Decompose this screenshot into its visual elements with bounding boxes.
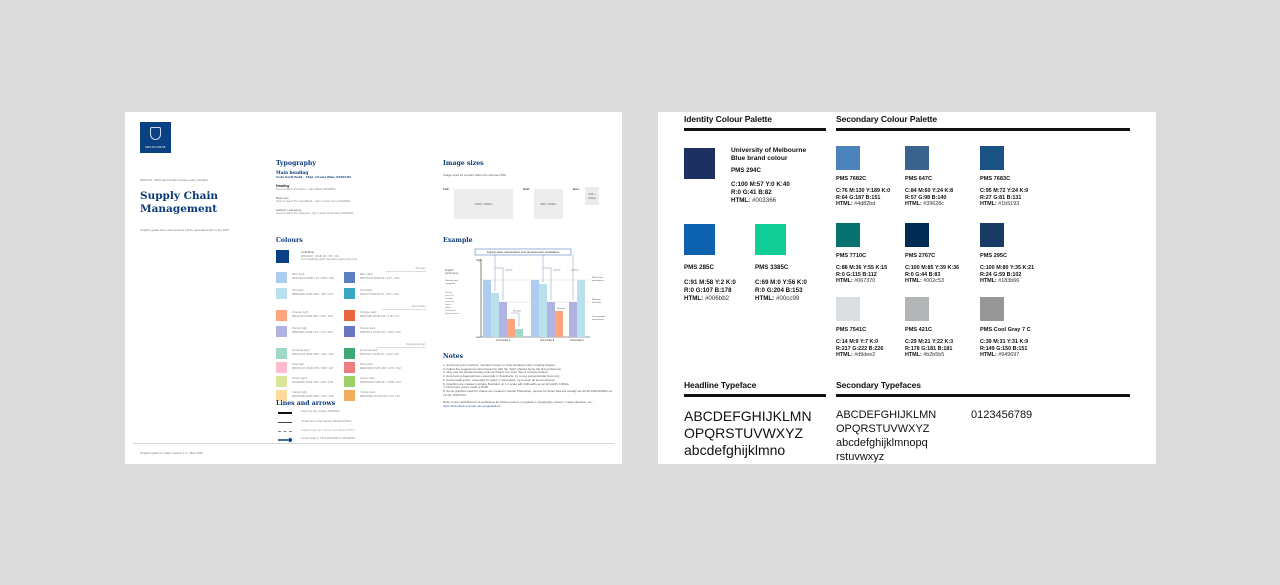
group-label-supplementary: Supplementary bbox=[376, 342, 426, 348]
colour-chip: Teal light #B9E1ED RGB 185 / 225 / 237 bbox=[276, 288, 336, 300]
brand-colour-typeface-page: Identity Colour Palette University of Melbourne Blue brand colour PMS 294C C:100 M:57 Y:0 K:40 R:0 G:41 B:82 HTML: #003366 PMS 285C C:91 M:58 Y:2 K:0 R:0 G:107 B:178 HTML: #006bb2 PMS 3385C C:69 M:0 Y:56 K:0 R:0 G:204 B:153 HTML: #00cc99 Secondary Colour Palette Headline Typeface ABCDEFGHIJKLMN OPQRSTUVWXYZ abcdefghijklmno Secondary Typefaces ABCDEFGHIJKLMN OPQRSTUVWXYZ abcdefghijklmnopq rstuvwxyz 0123456789 PMS 7682C C:76 M:130 Y:189 K:0 R:64 G:187 B:151 HTML: #4d82bd PMS 647C C:84 M:60 Y:24 K:8 R:57 G:98 B:140 HTML: #39628c PMS 7683C C:95 M:72 Y:24 K:9 R:27 G:81 B:131 HTML: #1b5193 PMS 7710C C:88 M:36 Y:55 K:15 R:0 G:115 B:112 HTML: #067370 PMS 2767C C:100 M:85 Y:39 K:36 R:0 G:44 B:83 HTML: #002c53 PMS 295C C:100 M:80 Y:35 K:21 R:24 G:59 B:102 HTML: #183b66 PMS 7541C C:14 M:9 Y:7 K:0 R:217 G:222 B:226 HTML: #d9dee2 PMS 421C C:29 M:21 Y:22 K:3 R:178 G:181 B:181 HTML: #b2b5b5 PMS Cool Gray 7 C C:39 M:31 Y:31 K:9 R:149 G:150 B:151 HTML: #949697 bbox=[658, 112, 1156, 464]
brand-colour-name: University of Melbourne Blue brand colour bbox=[731, 147, 807, 162]
arrow-right-icon bbox=[278, 437, 292, 443]
secondary-swatch bbox=[905, 297, 929, 321]
svg-text:Safety: Safety bbox=[445, 307, 451, 309]
lines-heading: Lines and arrows bbox=[276, 400, 336, 407]
notes-reference: Refer to the UoM Brand hub guidelines for further queries in regards to typography, colours, image selection, etc.: https://brandhub.unimelb.edu.au/guidelines bbox=[443, 400, 594, 409]
secondary-spec: C:84 M:60 Y:24 K:8 R:57 G:98 B:140 HTML: #39628c bbox=[905, 188, 954, 208]
group-label-secondary: Secondary bbox=[382, 304, 426, 310]
svg-text:Cycle time: Cycle time bbox=[445, 301, 455, 303]
secondary-swatch bbox=[836, 223, 860, 247]
secondary-spec: C:95 M:72 Y:24 K:9 R:27 G:81 B:131 HTML: #1b5193 bbox=[980, 188, 1029, 208]
footer-divider bbox=[133, 443, 614, 444]
svg-text:Commodity C: Commodity C bbox=[569, 339, 585, 342]
secondary-typeface-sample: ABCDEFGHIJKLMN OPQRSTUVWXYZ abcdefghijklmnopq rstuvwxyz bbox=[836, 409, 937, 463]
brand-blue-swatch bbox=[684, 148, 715, 179]
line-icon bbox=[278, 422, 292, 423]
svg-text:Supply base optimisation and d: Supply base optimisation and development candidates bbox=[486, 250, 560, 255]
typography-heading: Typography bbox=[276, 160, 316, 167]
note-item: 3. Only use the supplementary colours if there are more than 4 colours needed bbox=[443, 370, 548, 375]
note-item: 1. Avoid using any borders, rounded corners or drop shadows when creating shapes bbox=[443, 363, 555, 367]
secondary-swatch bbox=[980, 223, 1004, 247]
pms-285c-swatch bbox=[684, 224, 715, 255]
svg-text:World class: World class bbox=[592, 277, 604, 279]
pms-285c-spec: C:91 M:58 Y:2 K:0 R:0 G:107 B:178 HTML: #006bb2 bbox=[684, 279, 736, 302]
secondary-typefaces-rule bbox=[836, 394, 1130, 397]
type-spec-heading: Heading Source Sans Pro Bold - 12px Black #000000 bbox=[276, 184, 336, 191]
colour-chip: Blue dark #5D7FC0 RGB 93 / 127 / 192 bbox=[344, 272, 404, 284]
note-item: 5. Avoid rotating text, especially for graph Y axis labels, try to keep all text horizontal bbox=[443, 377, 555, 382]
colour-chip: Green light #DAE599 RGB 218 / 229 / 153 bbox=[276, 376, 336, 388]
thick-line-icon bbox=[278, 412, 292, 414]
secondary-swatch bbox=[905, 146, 929, 170]
svg-text:threshold: threshold bbox=[592, 302, 601, 304]
secondary-spec: C:100 M:80 Y:35 K:21 R:24 G:59 B:102 HTML: #183b66 bbox=[980, 265, 1035, 285]
typography-section bbox=[276, 170, 426, 221]
university-crest-icon bbox=[150, 127, 161, 140]
svg-text:Service: Service bbox=[445, 304, 452, 306]
pms-3385c-swatch bbox=[755, 224, 786, 255]
secondary-spec: C:76 M:130 Y:189 K:0 R:64 G:187 B:151 HTML: #4d82bd bbox=[836, 188, 891, 208]
logo-wordmark: MELBOURNE bbox=[145, 145, 166, 149]
identity-rule bbox=[684, 128, 826, 131]
colour-chip: Emerald light #9FDAC6 RGB 159 / 218 / 198 bbox=[276, 348, 336, 360]
svg-text:Develop: Develop bbox=[571, 269, 579, 272]
svg-text:Develop: Develop bbox=[553, 269, 561, 272]
svg-text:performance: performance bbox=[592, 319, 605, 321]
svg-text:performance: performance bbox=[445, 272, 459, 275]
headline-typeface-heading: Headline Typeface bbox=[684, 380, 757, 390]
secondary-pms: PMS Cool Gray 7 C bbox=[980, 327, 1031, 333]
notes-section bbox=[443, 364, 613, 409]
secondary-swatch bbox=[836, 146, 860, 170]
lms-graphic-guide-page: MELBOURNE MSPN10 • FRO partnership courses video headline Supply Chain Management Graphic guide with a few accents will be generated with in the LMS Graphic guide for LMS | version 1.1 · May 2022 Typography Main heading Noto Serif Bold - 18px (1rem) Blue #094183 Heading Source Sans Pro Bold - 12px Black #000000 Body text Source Sans Pro SemiBold - 10px (1em) Grey #404040 Subtext / reference Source Sans Pro Regular - 8px (1em) Dark Grey #404040 Colours UoM Blue #094183 RGB 18 / 65 / 131 For headings and important elements only Primary Blue light #ADCDF0 RGB 173 / 205 / 240 Blue dark #5D7FC0 RGB 93 / 127 / 192 Teal light #B9E1ED RGB 185 / 225 / 237 Teal dark #39A7C0 RGB 57 / 167 / 192 Secondary Orange light #FFA47D RGB 255 / 164 / 125 Orange dark #E7643E RGB 231 / 100 / 62 Purple light #B0B3E1 RGB 176 / 179 / 225 Purple dark #6B76C1 RGB 107 / 118 / 193 Supplementary Emerald light #9FDAC6 RGB 159 / 218 / 198 Emerald dark #3DA977 RGB 61 / 169 / 119 Pink light #FFBCCF RGB 255 / 188 / 207 Pink dark #EE7E84 RGB 238 / 126 / 132 Green light #DAE599 RGB 218 / 229 / 153 Green dark #9DD066 RGB 157 / 208 / 102 Yellow light #FFDA9E RGB 255 / 218 / 158 Yellow dark #EFAD5D RGB 239 / 173 / 93 Lines and arrows Axis line 2px stroke #000000 Graph line 1.5px stroke #4d4d4d 50% Dashed line 1px stroke 1px dash #7f7f7f Arrow head V 75% #094183 or #0a4d93 Image sizes Image sizes for content within the Canvas LMS: Full: 1093 x 556px Half: 550 x 556px Box: 226 x 226px Example Supply base optimisation and development candidates High Low Supplier performance Potential perf. categories Delivery Price cost Flexibility Cycle time Service Safety Environment Responsiveness Develop Develop Develop Eliminate Eliminate World class performance Minimum threshold Unacceptable performance Commodity A Commodity B Commodity C Notes 1. Avoid using any borders, rounded corners or drop shadows when creating shapes 2. Follow the suggested colour hierarchy with the "light" shades being the first preference 3. Only use the supplementary colours if there are more than 4 colours needed 4. Avoid using diagonal lines, especially in flowcharts, try to use perpendicular lines only 5. Avoid rotating text, especially for graph Y axis labels, try to keep all text horizontal 6. Graphics are created in Adobe Illustrator, at 1:1 scale with Artboards set at full width: 1093px 7. Document colour mode is RGB 8. Some graphics used for videos are created in Adobe Photoshop, canvas for those files are usually set at HD 1920x1080px at 72 dpi, RGB 8 bit. Refer to the UoM Brand hub guidelines for further queries in regards to typography, colours, image selection, etc.: https://brandhub.unimelb.edu.au/guidelines bbox=[125, 112, 622, 464]
colours-heading: Colours bbox=[276, 237, 303, 244]
secondary-pms: PMS 7541C bbox=[836, 327, 867, 333]
colour-chip: Yellow dark #EFAD5D RGB 239 / 173 / 93 bbox=[344, 390, 404, 402]
uom-blue-swatch: UoM Blue #094183 RGB 18 / 65 / 131 For headings and important elements only bbox=[276, 250, 426, 264]
secondary-pms: PMS 7683C bbox=[980, 176, 1011, 182]
group-label-primary: Primary bbox=[386, 266, 426, 272]
dashed-line-icon bbox=[278, 431, 292, 432]
svg-text:Commodity B: Commodity B bbox=[539, 339, 555, 342]
colour-chip: Emerald dark #3DA977 RGB 61 / 169 / 119 bbox=[344, 348, 404, 360]
svg-text:performance: performance bbox=[592, 280, 605, 282]
svg-text:High: High bbox=[476, 259, 482, 262]
secondary-pms: PMS 2767C bbox=[905, 253, 936, 259]
notes-list bbox=[443, 364, 613, 397]
headline-rule bbox=[684, 394, 826, 397]
secondary-rule bbox=[836, 128, 1130, 131]
svg-text:Eliminate: Eliminate bbox=[513, 310, 522, 313]
image-sizes-intro: Image sizes for content within the Canvas LMS: bbox=[443, 173, 507, 177]
secondary-pms: PMS 421C bbox=[905, 327, 933, 333]
type-spec-main-heading: Main heading Noto Serif Bold - 18px (1rem) Blue #094183 bbox=[276, 170, 351, 179]
notes-heading: Notes bbox=[443, 353, 464, 360]
secondary-spec: C:88 M:36 Y:55 K:15 R:0 G:115 B:112 HTML: #067370 bbox=[836, 265, 888, 285]
svg-text:Environment: Environment bbox=[445, 310, 457, 312]
secondary-pms: PMS 647C bbox=[905, 176, 933, 182]
svg-text:Potential perf.: Potential perf. bbox=[445, 280, 459, 282]
line-style-arrow: Arrow head V 75% #094183 or #0a4d93 bbox=[276, 437, 416, 443]
eyebrow-text: MSPN10 • FRO partnership courses video headline bbox=[140, 178, 209, 182]
secondary-pms: PMS 7710C bbox=[836, 253, 867, 259]
image-size-full: 1093 x 556px bbox=[454, 189, 513, 219]
svg-text:Unacceptable: Unacceptable bbox=[592, 316, 606, 318]
digits-sample: 0123456789 bbox=[971, 409, 1033, 421]
secondary-swatch bbox=[980, 146, 1004, 170]
secondary-swatch bbox=[980, 297, 1004, 321]
university-logo bbox=[140, 122, 171, 153]
svg-text:Price cost: Price cost bbox=[445, 295, 454, 297]
svg-text:Delivery: Delivery bbox=[445, 292, 453, 294]
image-size-box: 226 x 226px bbox=[585, 187, 599, 205]
example-chart bbox=[443, 247, 613, 352]
bar-chart bbox=[443, 247, 613, 347]
brand-hub-link[interactable]: https://brandhub.unimelb.edu.au/guidelines bbox=[443, 404, 501, 409]
colour-chip: Purple light #B0B3E1 RGB 176 / 179 / 225 bbox=[276, 326, 336, 338]
image-size-half: 550 x 556px bbox=[534, 189, 563, 219]
colour-chip: Green dark #9DD066 RGB 157 / 208 / 102 bbox=[344, 376, 404, 388]
note-item: 6. Graphics are created in Adobe Illustrator, at 1:1 scale with Artboards set at full width: 1093px bbox=[443, 381, 569, 386]
svg-text:Develop: Develop bbox=[505, 269, 513, 272]
headline-typeface-sample: ABCDEFGHIJKLMN OPQRSTUVWXYZ abcdefghijklmno bbox=[684, 408, 812, 458]
secondary-swatch bbox=[836, 297, 860, 321]
svg-text:Low: Low bbox=[476, 336, 481, 339]
colour-chip: Purple dark #6B76C1 RGB 107 / 118 / 193 bbox=[344, 326, 404, 338]
page-title: Supply Chain Management bbox=[140, 190, 219, 215]
secondary-spec: C:39 M:31 Y:31 K:9 R:149 G:150 B:151 HTML: #949697 bbox=[980, 339, 1029, 359]
svg-text:Flexibility: Flexibility bbox=[445, 298, 454, 300]
pms-3385c-spec: C:69 M:0 Y:56 K:0 R:0 G:204 B:153 HTML: #00cc99 bbox=[755, 279, 807, 302]
svg-text:Supplier: Supplier bbox=[445, 269, 454, 272]
svg-text:Minimum: Minimum bbox=[592, 299, 601, 301]
brand-pms: PMS 294C bbox=[731, 167, 761, 174]
line-style-graph: Graph line 1.5px stroke #4d4d4d 50% bbox=[276, 420, 416, 426]
secondary-typefaces-heading: Secondary Typefaces bbox=[836, 380, 921, 390]
note-item: 2. Follow the suggested colour hierarchy with the "light" shades being the first preference bbox=[443, 366, 562, 371]
secondary-spec: C:14 M:9 Y:7 K:0 R:217 G:222 B:226 HTML: #d9dee2 bbox=[836, 339, 884, 359]
svg-text:Eliminate: Eliminate bbox=[557, 308, 566, 310]
secondary-pms: PMS 7682C bbox=[836, 176, 867, 182]
colour-chip: Blue light #ADCDF0 RGB 173 / 205 / 240 bbox=[276, 272, 336, 284]
colour-chip: Orange dark #E7643E RGB 231 / 100 / 62 bbox=[344, 310, 404, 322]
colour-chip: Teal dark #39A7C0 RGB 57 / 167 / 192 bbox=[344, 288, 404, 300]
example-heading: Example bbox=[443, 237, 473, 244]
secondary-spec: C:29 M:21 Y:22 K:3 R:178 G:181 B:181 HTML: #b2b5b5 bbox=[905, 339, 954, 359]
brand-spec: C:100 M:57 Y:0 K:40 R:0 G:41 B:82 HTML: #003366 bbox=[731, 181, 790, 204]
svg-text:Responsiveness: Responsiveness bbox=[445, 313, 460, 315]
note-item: 8. Some graphics used for videos are created in Adobe Photoshop, canvas for those files are usually set at HD 1920x1080px at 72 dpi, RGB 8 bit. bbox=[443, 388, 612, 397]
line-style-axis: Axis line 2px stroke #000000 bbox=[276, 410, 416, 416]
note-item: 4. Avoid using diagonal lines, especially in flowcharts, try to use perpendicular lines only bbox=[443, 374, 560, 379]
image-sizes-heading: Image sizes bbox=[443, 160, 484, 167]
secondary-spec: C:100 M:85 Y:39 K:36 R:0 G:44 B:83 HTML: #002c53 bbox=[905, 265, 960, 285]
type-spec-body: Body text Source Sans Pro SemiBold - 10px (1em) Grey #404040 bbox=[276, 195, 351, 204]
note-item: 7. Document colour mode is RGB bbox=[443, 385, 488, 390]
svg-text:Commodity A: Commodity A bbox=[495, 339, 511, 342]
colour-chip: Pink dark #EE7E84 RGB 238 / 126 / 132 bbox=[344, 362, 404, 374]
colour-chip: Yellow light #FFDA9E RGB 255 / 218 / 158 bbox=[276, 390, 336, 402]
colour-chip: Pink light #FFBCCF RGB 255 / 188 / 207 bbox=[276, 362, 336, 374]
colour-chip: Orange light #FFA47D RGB 255 / 164 / 125 bbox=[276, 310, 336, 322]
secondary-swatch bbox=[905, 223, 929, 247]
line-style-dashed: Dashed line 1px stroke 1px dash #7f7f7f bbox=[276, 429, 416, 435]
secondary-palette-heading: Secondary Colour Palette bbox=[836, 114, 938, 124]
identity-palette-heading: Identity Colour Palette bbox=[684, 114, 772, 124]
secondary-pms: PMS 295C bbox=[980, 253, 1008, 259]
page-footer: Graphic guide for LMS | version 1.1 · May 2022 bbox=[140, 451, 203, 455]
page-subtitle: Graphic guide with a few accents will be generated with in the LMS bbox=[140, 228, 229, 232]
type-spec-subtext: Subtext / reference Source Sans Pro Regular - 8px (1em) Dark Grey #404040 bbox=[276, 207, 354, 216]
svg-text:categories: categories bbox=[445, 283, 456, 285]
